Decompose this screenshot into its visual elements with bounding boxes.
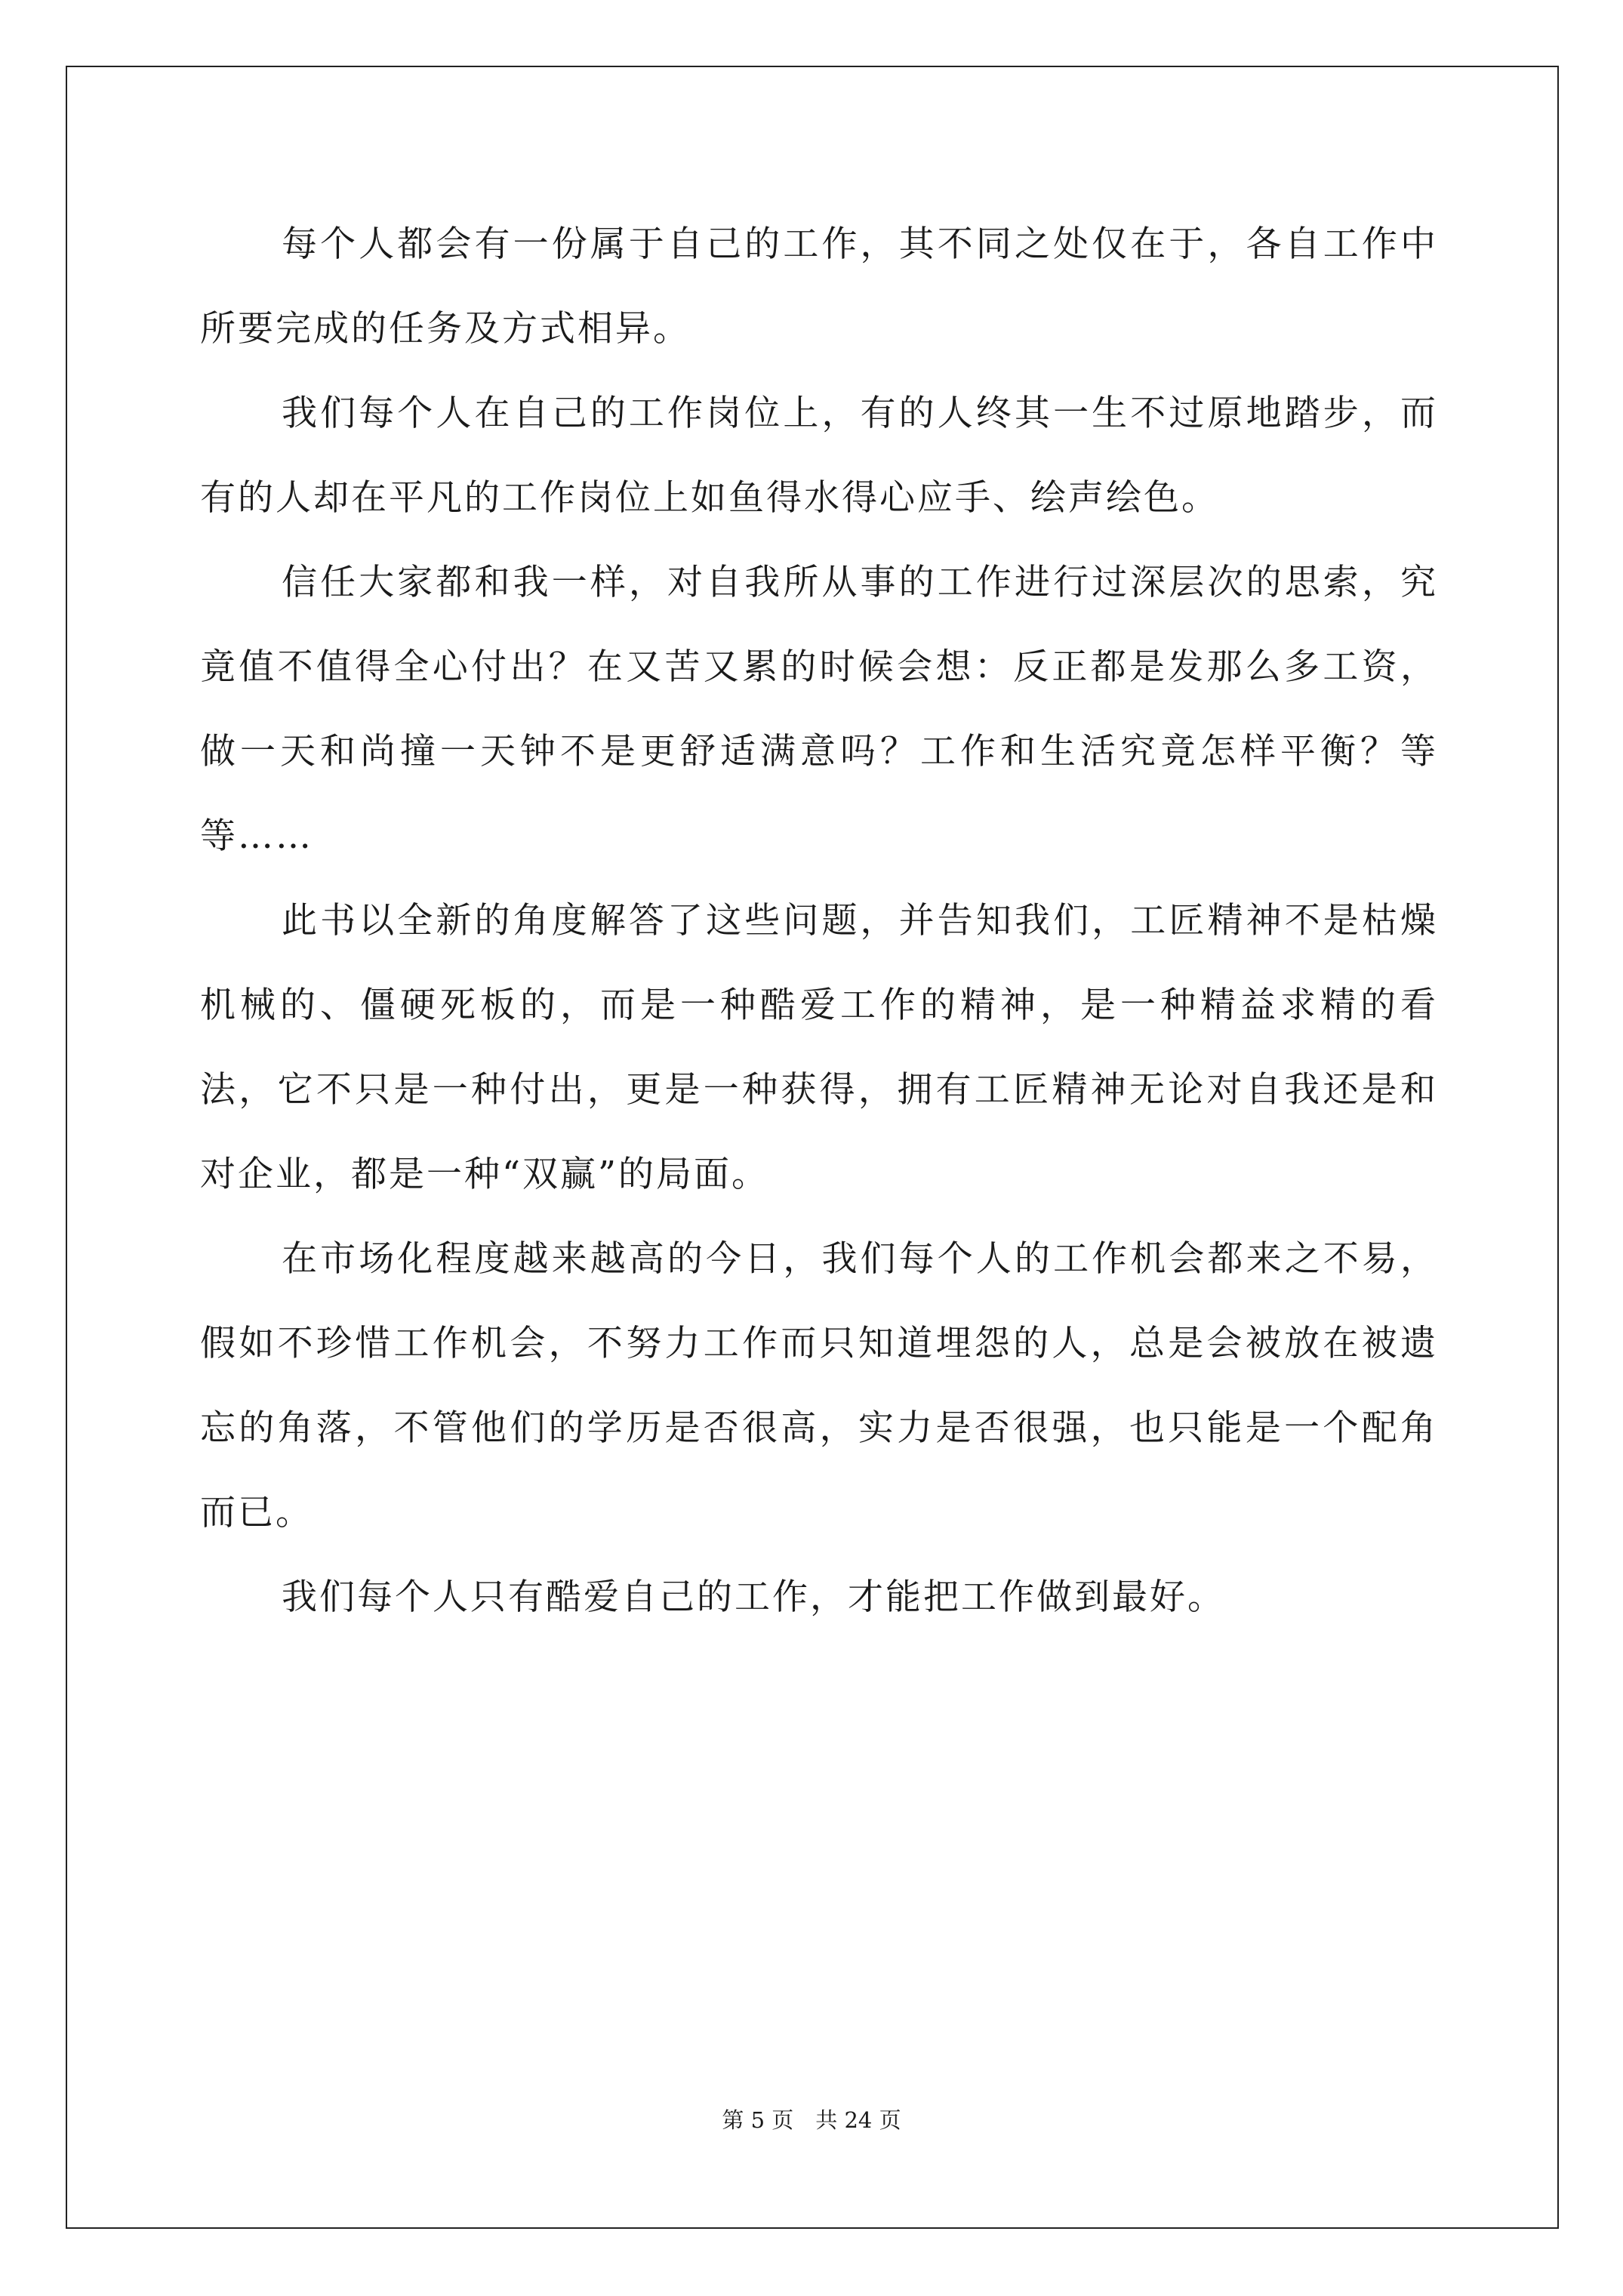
paragraph-3: 信任大家都和我一样，对自我所从事的工作进行过深层次的思索，究竟值不值得全心付出？在又苦又累的时候会想：反正都是发那么多工资，做一天和尚撞一天钟不是更舒适满意吗？工作和生活究竟怎样平衡？等等…… [200, 562, 1438, 857]
paragraph-1: 每个人都会有一份属于自己的工作，其不同之处仅在于，各自工作中所要完成的任务及方式相异。 [200, 223, 1438, 350]
page-footer [0, 2103, 1623, 2134]
paragraph-4: 此书以全新的角度解答了这些问题，并告知我们，工匠精神不是枯燥机械的、僵硬死板的，而是一种酷爱工作的精神，是一种精益求精的看法，它不只是一种付出，更是一种获得，拥有工匠精神无论对自我还是和对企业，都是一种“双赢”的局面。 [200, 900, 1438, 1195]
paragraph-2: 我们每个人在自己的工作岗位上，有的人终其一生不过原地踏步，而有的人却在平凡的工作岗位上如鱼得水得心应手、绘声绘色。 [200, 393, 1438, 519]
paragraph-6: 我们每个人只有酷爱自己的工作，才能把工作做到最好。 [282, 1576, 1225, 1618]
document-body [200, 202, 1438, 1640]
paragraph-5: 在市场化程度越来越高的今日，我们每个人的工作机会都来之不易，假如不珍惜工作机会，不努力工作而只知道埋怨的人，总是会被放在被遗忘的角落，不管他们的学历是否很高，实力是否很强，也只能是一个配角而已。 [200, 1238, 1438, 1533]
page-number: 第 5 页 共 24 页 [722, 2107, 901, 2133]
